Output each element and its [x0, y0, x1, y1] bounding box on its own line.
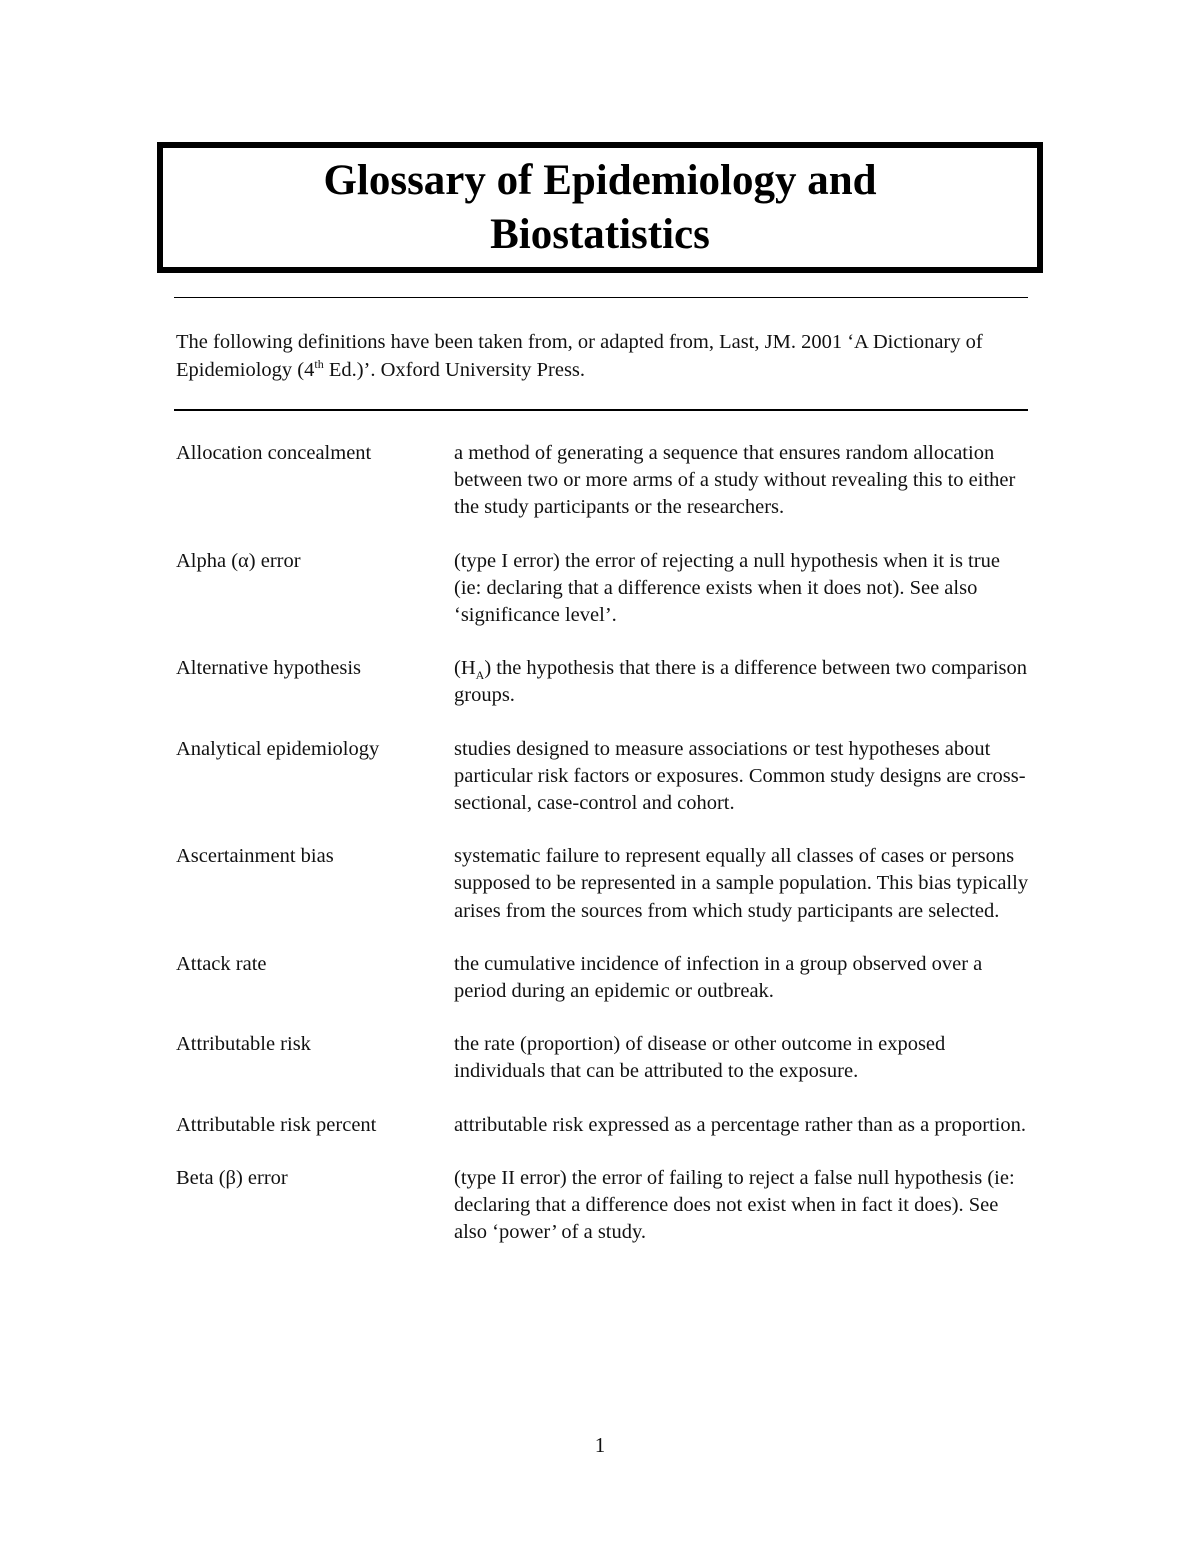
- intro-superscript: th: [314, 357, 324, 372]
- glossary-term: Ascertainment bias: [176, 845, 334, 868]
- glossary-term: Attack rate: [176, 952, 267, 975]
- definition-subscript: A: [475, 668, 485, 683]
- title-box: [157, 142, 1043, 273]
- glossary-term: Attributable risk percent: [176, 1113, 377, 1136]
- glossary-definition: systematic failure to represent equally all classes of cases or persons supposed to be represented in a sample population. This bias typically arises from the sources from which study participants are selected.: [454, 845, 1029, 922]
- bottom-divider: [174, 409, 1028, 411]
- glossary-entry: [176, 1112, 1036, 1139]
- glossary-entry: [176, 1165, 1036, 1247]
- glossary-term: Beta (β) error: [176, 1166, 288, 1189]
- glossary-entry: [176, 951, 1036, 1005]
- glossary-term: Alpha (α) error: [176, 549, 301, 572]
- glossary-entry: [176, 736, 1036, 818]
- top-divider: [174, 297, 1028, 298]
- glossary-definition: (type II error) the error of failing to reject a false null hypothesis (ie: declaring that a difference does not exist when in fact it does). See also ‘power’ of a study.: [454, 1166, 1015, 1244]
- page-title-line-2: Biostatistics: [490, 210, 710, 258]
- page-number: 1: [594, 1433, 606, 1457]
- definition-prefix: (H: [454, 657, 476, 680]
- intro-paragraph: [176, 328, 1026, 384]
- intro-text-end: Ed.)’. Oxford University Press.: [323, 359, 586, 381]
- intro-text: The following definitions have been taken from, or adapted from, Last, JM. 2001 ‘A Dictionary of Epidemiology (4: [176, 331, 983, 381]
- glossary-list: [176, 440, 1036, 1272]
- glossary-definition: the rate (proportion) of disease or other outcome in exposed individuals that can be attributed to the exposure.: [454, 1033, 946, 1083]
- glossary-definition: [454, 655, 1029, 709]
- glossary-definition: studies designed to measure associations or test hypotheses about particular risk factors or exposures. Common study designs are cross-sectional, case-control and cohort.: [454, 737, 1026, 815]
- glossary-term: Analytical epidemiology: [176, 737, 380, 760]
- glossary-definition: (type I error) the error of rejecting a null hypothesis when it is true (ie: declaring that a difference exists when it does not). See also ‘significance level’.: [454, 549, 1000, 627]
- glossary-definition: a method of generating a sequence that ensures random allocation between two or more arms of a study without revealing this to either the study participants or the researchers.: [454, 442, 1016, 519]
- glossary-entry: [176, 440, 1036, 522]
- glossary-entry: [176, 548, 1036, 630]
- glossary-definition: attributable risk expressed as a percentage rather than as a proportion.: [454, 1113, 1027, 1136]
- page-title-line-1: Glossary of Epidemiology and: [323, 156, 877, 204]
- glossary-term: Allocation concealment: [176, 442, 372, 464]
- glossary-term: Alternative hypothesis: [176, 657, 362, 680]
- glossary-entry: [176, 843, 1036, 925]
- glossary-entry: [176, 655, 1036, 709]
- glossary-definition: the cumulative incidence of infection in a group observed over a period during an epidemic or outbreak.: [454, 952, 983, 1003]
- glossary-entry: [176, 1031, 1036, 1085]
- glossary-term: Attributable risk: [176, 1033, 311, 1056]
- definition-suffix: ) the hypothesis that there is a difference between two comparison groups.: [454, 657, 1028, 707]
